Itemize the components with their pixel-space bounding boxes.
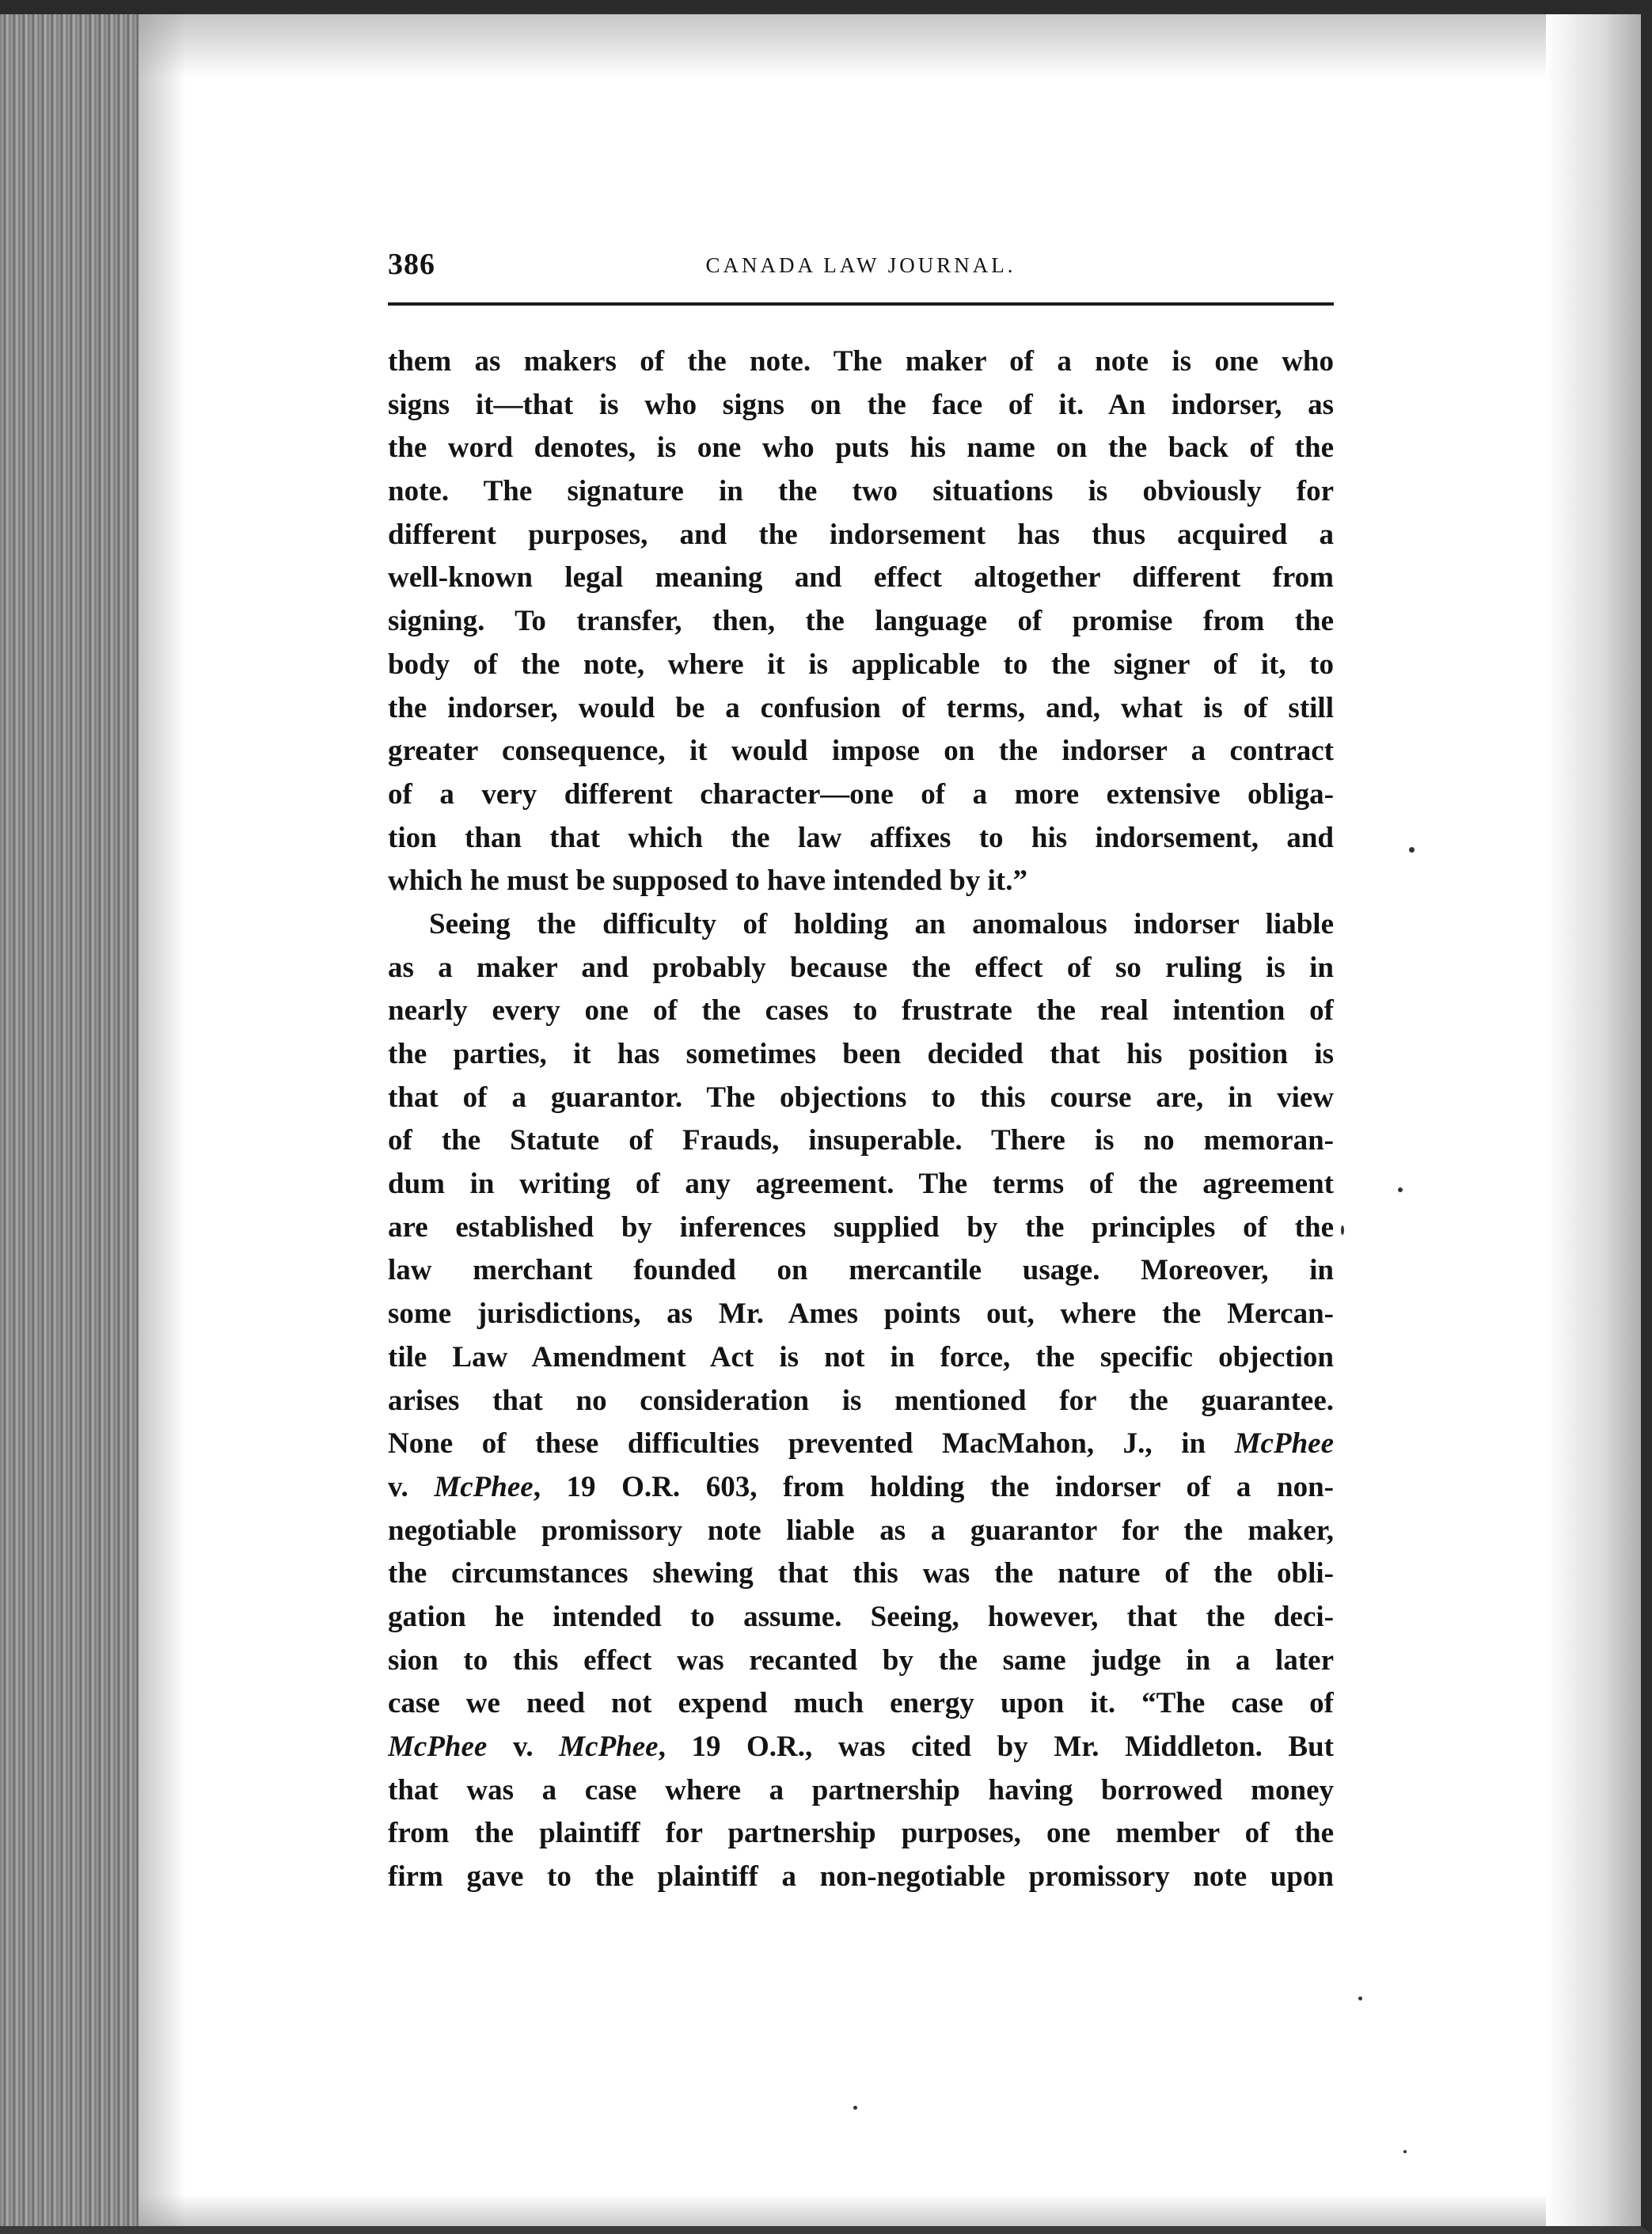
text-line: note. The signature in the two situations is obviously for (388, 475, 1334, 508)
text-line: tile Law Amendment Act is not in force, the specific objection (388, 1340, 1334, 1373)
text-line: sion to this effect was recanted by the same judge in a later (388, 1643, 1334, 1677)
case-name: McPhee (434, 1470, 534, 1503)
text-line: signs it—that is who signs on the face of it. An indorser, as (388, 388, 1334, 421)
speck (1358, 1997, 1362, 2000)
case-name: McPhee (1234, 1427, 1334, 1461)
text-line: None of these difficulties prevented MacMahon, J., in McPhee (388, 1427, 1334, 1461)
text-line: which he must be supposed to have intended by it.” (388, 864, 1027, 898)
text-line: that of a guarantor. The objections to this course are, in view (388, 1081, 1334, 1114)
text-line: v. McPhee, 19 O.R. 603, from holding the indorser of a non- (388, 1470, 1334, 1503)
text-line: negotiable promissory note liable as a guarantor for the maker, (388, 1514, 1334, 1547)
case-name: McPhee (388, 1731, 488, 1763)
case-name: McPhee (559, 1731, 659, 1763)
text-line: are established by inferences supplied by the principles of the (388, 1210, 1334, 1244)
running-title: CANADA LAW JOURNAL. (705, 253, 1016, 277)
text-line: Seeing the difficulty of holding an anomalous indorser liable (429, 907, 1334, 940)
text-line: of the Statute of Frauds, insuperable. There is no memoran- (388, 1124, 1334, 1157)
text-line: different purposes, and the indorsement has thus acquired a (388, 518, 1334, 551)
text-line: from the plaintiff for partnership purposes, one member of the (388, 1817, 1334, 1850)
text-line: firm gave to the plaintiff a non-negotiable promissory note upon (388, 1860, 1334, 1894)
text-line: as a maker and probably because the effect of so ruling is in (388, 951, 1334, 984)
speck (1341, 1225, 1344, 1235)
text-line: well-known legal meaning and effect altogether different from (388, 561, 1334, 595)
text-line: some jurisdictions, as Mr. Ames points out, where the Mercan- (388, 1297, 1334, 1331)
speck (1403, 2150, 1407, 2153)
text-line: case we need not expend much energy upon it. “The case of (388, 1687, 1334, 1720)
speck (1409, 847, 1415, 853)
text-line: arises that no consideration is mentioned for the guarantee. (388, 1384, 1334, 1417)
page-header (388, 247, 1334, 306)
text-line: McPhee v. McPhee, 19 O.R., was cited by Mr. Middleton. But (388, 1731, 1334, 1763)
text-line: gation he intended to assume. Seeing, however, that the deci- (388, 1600, 1334, 1633)
text-line: dum in writing of any agreement. The terms of the agreement (388, 1168, 1334, 1201)
speck (853, 2106, 857, 2110)
text-line: nearly every one of the cases to frustrate the real intention of (388, 994, 1334, 1028)
text-line: that was a case where a partnership having borrowed money (388, 1773, 1334, 1807)
page-number: 386 (388, 248, 435, 281)
speck (1398, 1187, 1403, 1192)
text-line: the parties, it has sometimes been decided that his position is (388, 1038, 1334, 1070)
text-line: greater consequence, it would impose on the indorser a contract (388, 735, 1334, 768)
text-line: tion than that which the law affixes to his indorsement, and (388, 821, 1334, 854)
text-line: law merchant founded on mercantile usage. Moreover, in (388, 1254, 1334, 1287)
body-text (388, 340, 1334, 1899)
text-line: body of the note, where it is applicable to the signer of it, to (388, 648, 1334, 681)
text-line: the indorser, would be a confusion of terms, and, what is of still (388, 691, 1334, 724)
text-line: them as makers of the note. The maker of a note is one who (388, 345, 1334, 378)
text-line: of a very different character—one of a more extensive obliga- (388, 777, 1334, 811)
text-line: the circumstances shewing that this was the nature of the obli- (388, 1557, 1334, 1590)
text-line: signing. To transfer, then, the language of promise from the (388, 605, 1334, 638)
text-line: the word denotes, is one who puts his name on the back of the (388, 431, 1334, 465)
